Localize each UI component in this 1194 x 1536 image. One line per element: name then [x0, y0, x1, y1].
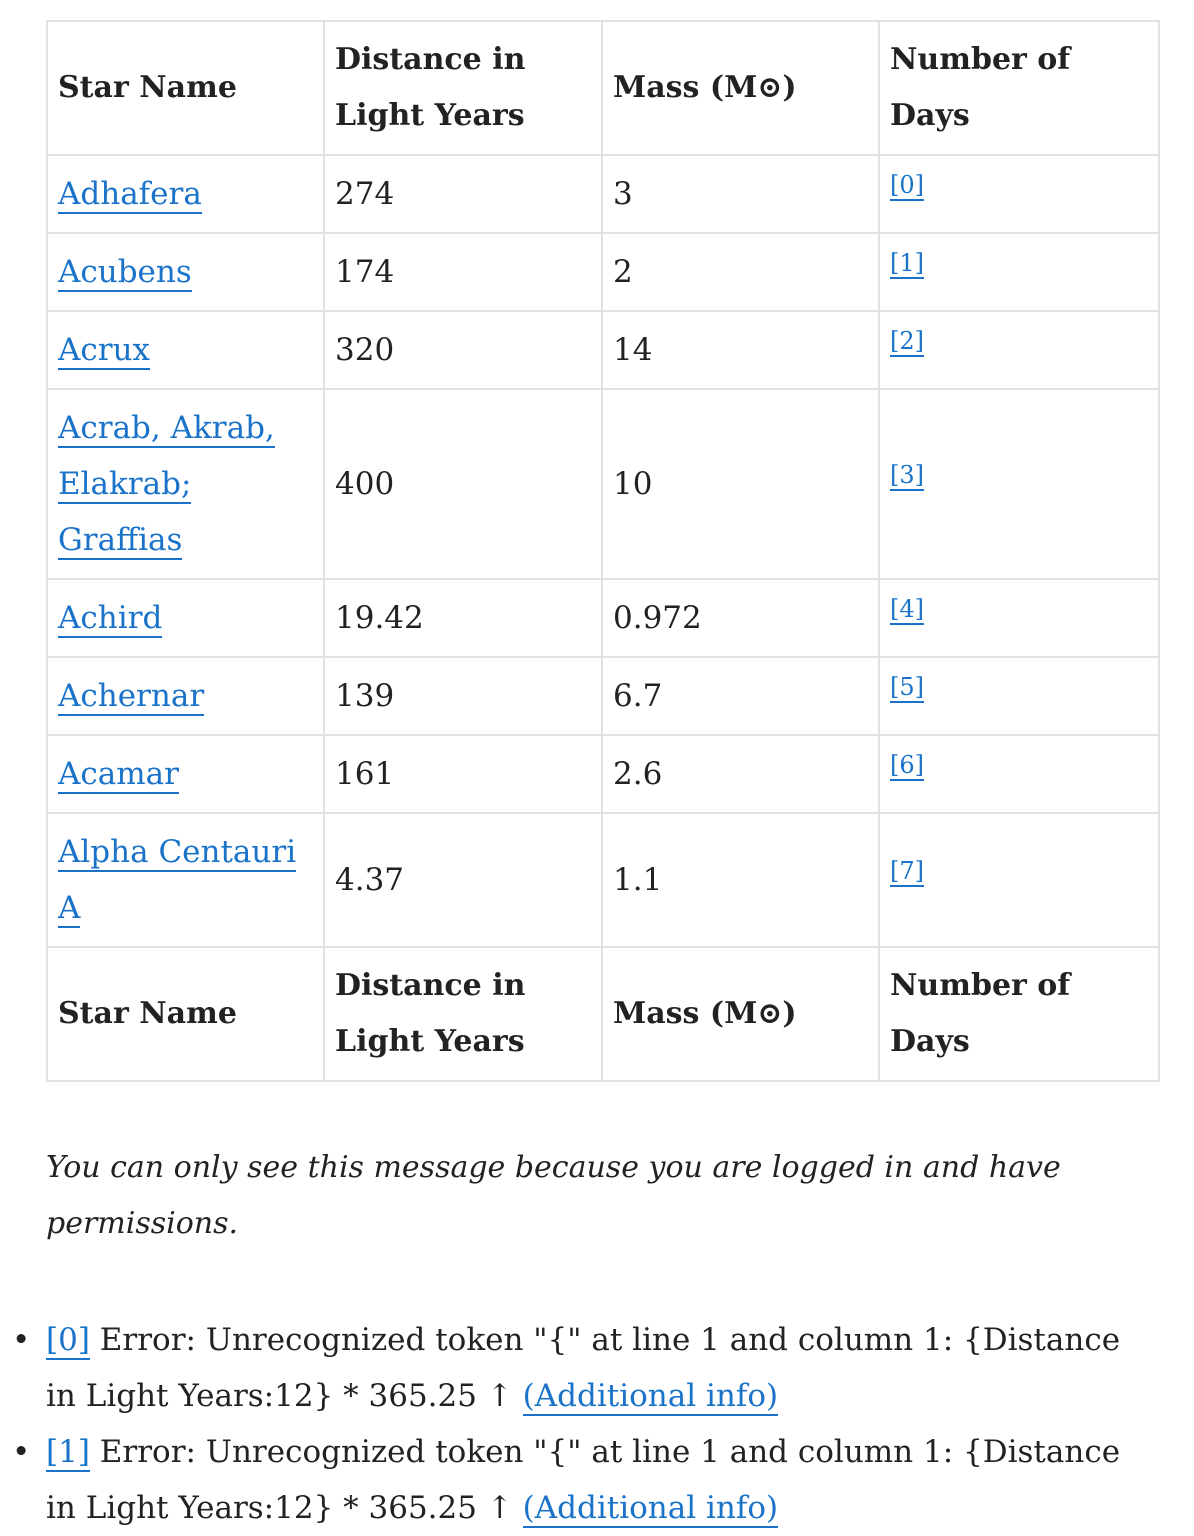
days-cell	[879, 155, 1159, 233]
star-name-cell	[47, 579, 324, 657]
reference-link[interactable]: [5]	[890, 672, 924, 701]
mass-cell: 2.6	[602, 735, 879, 813]
table-footer-row	[47, 947, 1159, 1081]
star-name-cell	[47, 657, 324, 735]
reference-link[interactable]: [3]	[890, 460, 924, 489]
footer-mass: Mass (M⊙)	[602, 947, 879, 1081]
page-content	[12, 20, 1158, 1536]
distance-cell: 19.42	[324, 579, 602, 657]
distance-cell: 4.37	[324, 813, 602, 947]
header-star-name: Star Name	[47, 21, 324, 155]
star-link[interactable]: Achird	[58, 600, 163, 636]
distance-cell: 400	[324, 389, 602, 579]
list-item	[12, 1424, 1158, 1536]
star-name-cell	[47, 813, 324, 947]
mass-cell: 14	[602, 311, 879, 389]
additional-info-link[interactable]: (Additional info)	[522, 1490, 779, 1526]
table-header-row	[47, 21, 1159, 155]
star-link[interactable]: Achernar	[58, 678, 205, 714]
error-list	[12, 1312, 1158, 1536]
star-link[interactable]: Acamar	[58, 756, 179, 792]
table-row	[47, 311, 1159, 389]
error-ref-link[interactable]: [1]	[46, 1434, 90, 1470]
star-link[interactable]: Acubens	[58, 254, 192, 290]
table-row	[47, 155, 1159, 233]
table-row	[47, 657, 1159, 735]
star-name-cell	[47, 233, 324, 311]
mass-cell: 3	[602, 155, 879, 233]
footer-star-name: Star Name	[47, 947, 324, 1081]
star-name-cell	[47, 311, 324, 389]
reference-link[interactable]: [0]	[890, 170, 924, 199]
error-text: Error: Unrecognized token "{" at line 1 and column 1: {Distance in Light Years:12} * 365.25 ↑	[46, 1322, 1121, 1414]
permissions-notice: You can only see this message because you are logged in and have permissions.	[46, 1150, 1061, 1241]
days-cell	[879, 657, 1159, 735]
mass-cell: 10	[602, 389, 879, 579]
mass-cell: 1.1	[602, 813, 879, 947]
distance-cell: 174	[324, 233, 602, 311]
reference-link[interactable]: [6]	[890, 750, 924, 779]
list-item	[12, 1312, 1158, 1424]
header-distance: Distance in Light Years	[324, 21, 602, 155]
star-link[interactable]: Acrux	[58, 332, 151, 368]
days-cell	[879, 579, 1159, 657]
header-days: Number of Days	[879, 21, 1159, 155]
distance-cell: 320	[324, 311, 602, 389]
stars-table	[46, 20, 1160, 1082]
table-row	[47, 389, 1159, 579]
days-cell	[879, 233, 1159, 311]
table-row	[47, 579, 1159, 657]
days-cell	[879, 813, 1159, 947]
table-row	[47, 233, 1159, 311]
table-row	[47, 735, 1159, 813]
footer-days: Number of Days	[879, 947, 1159, 1081]
footer-distance: Distance in Light Years	[324, 947, 602, 1081]
star-link[interactable]: Adhafera	[58, 176, 202, 212]
days-cell	[879, 311, 1159, 389]
additional-info-link[interactable]: (Additional info)	[522, 1378, 779, 1414]
error-ref-link[interactable]: [0]	[46, 1322, 90, 1358]
reference-link[interactable]: [7]	[890, 856, 924, 885]
bullet-icon: •	[12, 1322, 31, 1358]
reference-link[interactable]: [2]	[890, 326, 924, 355]
error-text: Error: Unrecognized token "{" at line 1 and column 1: {Distance in Light Years:12} * 365.25 ↑	[46, 1434, 1121, 1526]
distance-cell: 161	[324, 735, 602, 813]
days-cell	[879, 735, 1159, 813]
reference-link[interactable]: [4]	[890, 594, 924, 623]
mass-cell: 0.972	[602, 579, 879, 657]
distance-cell: 274	[324, 155, 602, 233]
star-link[interactable]: Acrab, Akrab, Elakrab; Graffias	[58, 410, 275, 558]
reference-link[interactable]: [1]	[890, 248, 924, 277]
table-row	[47, 813, 1159, 947]
star-name-cell	[47, 389, 324, 579]
star-link[interactable]: Alpha Centauri A	[58, 834, 297, 926]
distance-cell: 139	[324, 657, 602, 735]
mass-cell: 2	[602, 233, 879, 311]
header-mass: Mass (M⊙)	[602, 21, 879, 155]
days-cell	[879, 389, 1159, 579]
star-name-cell	[47, 735, 324, 813]
bullet-icon: •	[12, 1434, 31, 1470]
mass-cell: 6.7	[602, 657, 879, 735]
star-name-cell	[47, 155, 324, 233]
